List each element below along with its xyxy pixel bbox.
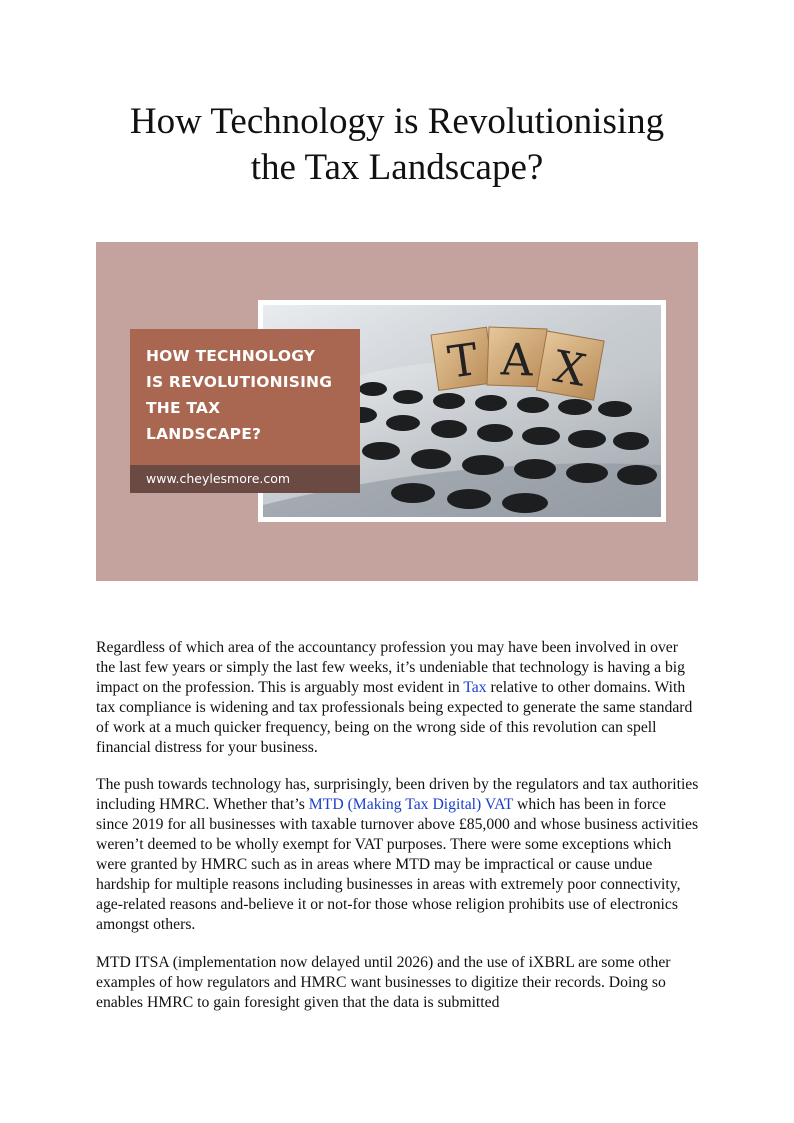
paragraph-2 bbox=[96, 775, 700, 934]
tile-letter-a: A bbox=[500, 334, 534, 387]
paragraph-1-text-b: relative to other domains. With tax compliance is widening and tax professionals being expected to generate the same standard of work at a much quicker frequency, being on the wrong side of this revolution can spell financial distress for your business. bbox=[96, 678, 693, 756]
page-title bbox=[60, 99, 734, 191]
banner-headline-line: IS REVOLUTIONISING bbox=[146, 373, 333, 391]
banner-headline bbox=[146, 343, 356, 447]
banner-headline-line: THE TAX bbox=[146, 399, 221, 417]
banner-label bbox=[130, 329, 360, 493]
title-line-2: the Tax Landscape? bbox=[250, 147, 544, 188]
paragraph-3: MTD ITSA (implementation now delayed until 2026) and the use of iXBRL are some other examples of how regulators and HMRC want businesses to digitize their records. Doing so enables HMRC to gain foresight given that the data is submitted bbox=[96, 953, 671, 1011]
banner-url-bar bbox=[130, 465, 360, 493]
paragraph-2-text-a: The push towards technology has, surprisingly, been driven by the regulators and tax authorities including HMRC. Whether that’s bbox=[96, 776, 699, 814]
title-line-1: How Technology is Revolutionising bbox=[129, 101, 665, 142]
hero-banner bbox=[96, 242, 698, 581]
tax-link[interactable]: Tax bbox=[463, 678, 487, 696]
banner-headline-line: LANDSCAPE? bbox=[146, 425, 262, 443]
mtd-vat-link[interactable]: MTD (Making Tax Digital) VAT bbox=[308, 796, 514, 814]
article-body bbox=[96, 638, 700, 1030]
banner-url: www.cheylesmore.com bbox=[146, 471, 291, 486]
tile-letter-t: T bbox=[444, 334, 482, 389]
paragraph-1-text-a: Regardless of which area of the accountancy profession you may have been involved in over the last few years or simply the last few weeks, it’s undeniable that technology is having a big impact on the profession. This is arguably most evident in bbox=[96, 639, 686, 696]
paragraph-2-text-b: which has been in force since 2019 for all businesses with taxable turnover above £85,000 and whose business activities weren’t deemed to be wholly exempt for VAT purposes. There were some exceptions which were granted by HMRC such as in areas where MTD may be impractical or cause undue hardship for multiple reasons including businesses in areas with extremely poor connectivity, age-related reasons and-believe it or not-for those whose religion prohibits use of electronics amongst others. bbox=[96, 796, 699, 933]
tile-letter-x: X bbox=[549, 341, 590, 397]
paragraph-1 bbox=[96, 638, 700, 757]
banner-headline-line: HOW TECHNOLOGY bbox=[146, 347, 316, 365]
